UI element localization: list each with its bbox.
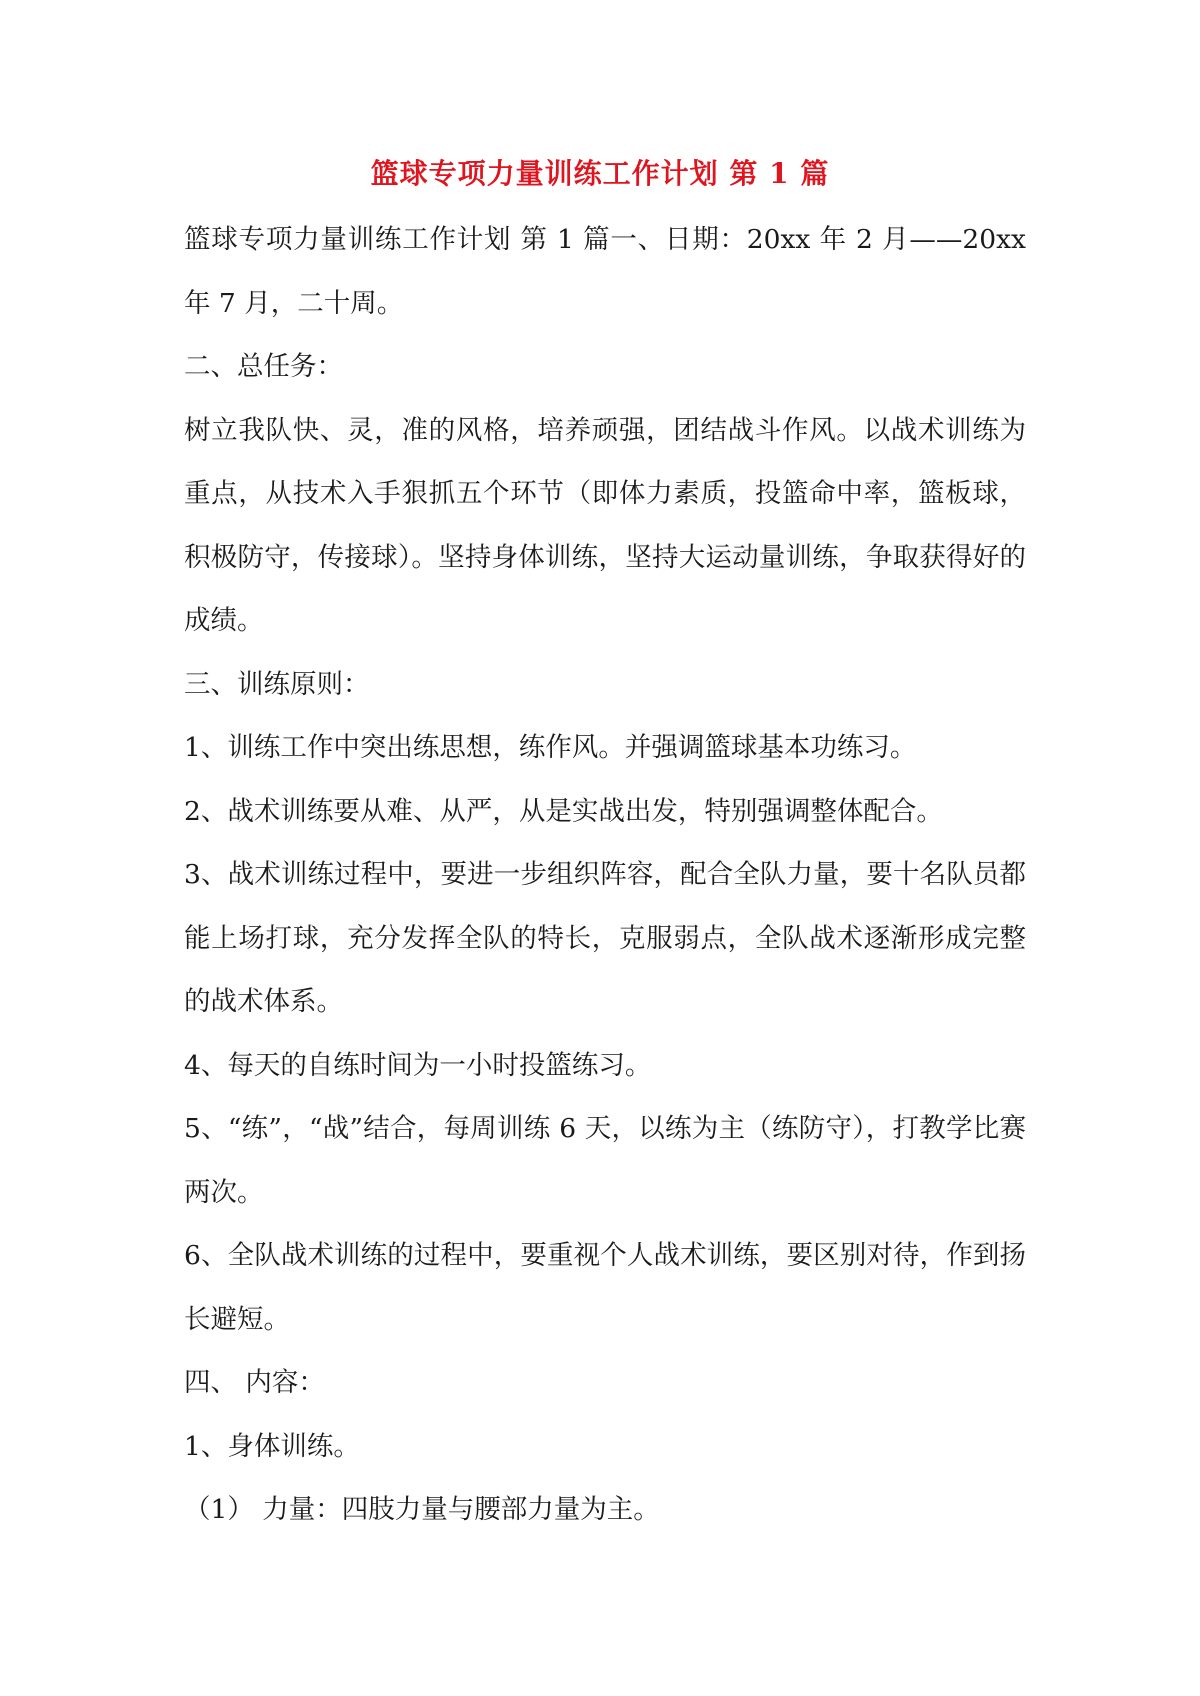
principle-item-3: 3、战术训练过程中，要进一步组织阵容，配合全队力量，要十名队员都能上场打球，充分发挥全队的特长，克服弱点，全队战术逐渐形成完整的战术体系。 xyxy=(184,859,1026,1017)
paragraph-overall-task: 树立我队快、灵，准的风格，培养顽强，团结战斗作风。以战术训练为重点，从技术入手狠抓五个环节（即体力素质，投篮命中率，篮板球，积极防守，传接球）。坚持身体训练，坚持大运动量训练，争取获得好的成绩。 xyxy=(184,414,1026,636)
principle-item-1: 1、训练工作中突出练思想，练作风。并强调篮球基本功练习。 xyxy=(184,732,917,763)
content-subitem-1: （1） 力量：四肢力量与腰部力量为主。 xyxy=(184,1494,660,1525)
heading-overall-task: 二、总任务： xyxy=(184,351,343,382)
document-title: 篮球专项力量训练工作计划 第 1 篇 xyxy=(370,157,830,190)
content-item-1: 1、身体训练。 xyxy=(184,1430,360,1462)
heading-content: 四、 内容： xyxy=(184,1367,325,1398)
principle-item-5: 5、“练”，“战”结合，每周训练 6 天，以练为主（练防守），打教学比赛两次。 xyxy=(184,1113,1026,1208)
paragraph-date: 篮球专项力量训练工作计划 第 1 篇一、日期：20xx 年 2 月——20xx 年 7 月，二十周。 xyxy=(184,224,1026,319)
principle-item-2: 2、战术训练要从难、从严，从是实战出发，特别强调整体配合。 xyxy=(184,795,943,827)
heading-training-principles: 三、训练原则： xyxy=(184,668,370,700)
principle-item-4: 4、每天的自练时间为一小时投篮练习。 xyxy=(184,1049,652,1081)
document-body xyxy=(184,208,1026,1542)
principle-item-6: 6、全队战术训练的过程中，要重视个人战术训练，要区别对待，作到扬长避短。 xyxy=(184,1240,1026,1335)
